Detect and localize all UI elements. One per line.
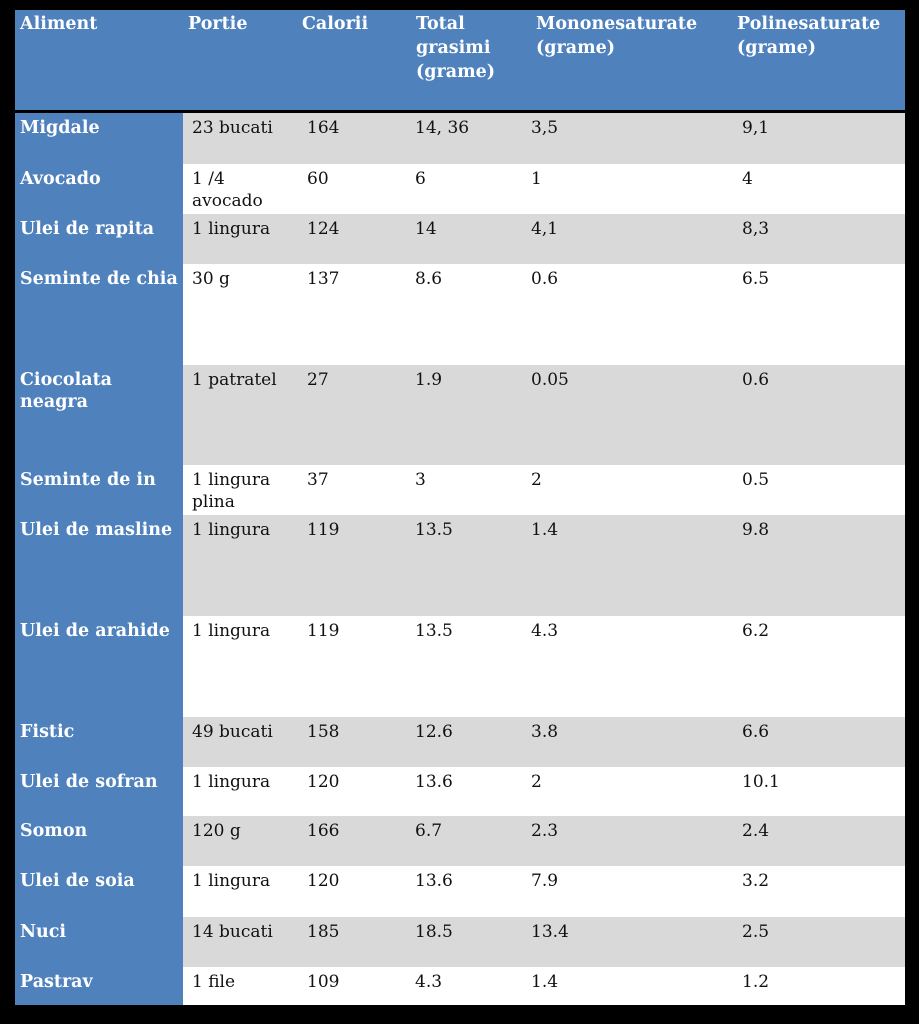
cell-total-grasimi: 6 xyxy=(411,164,531,214)
cell-portie: 1 lingura xyxy=(183,767,297,816)
table-row xyxy=(15,465,905,515)
table-row xyxy=(15,866,905,917)
cell-calorii: 137 xyxy=(297,264,411,365)
cell-polinesaturate: 2.5 xyxy=(732,917,905,967)
cell-polinesaturate: 0.5 xyxy=(732,465,905,515)
fats-table xyxy=(15,10,905,1005)
cell-calorii: 37 xyxy=(297,465,411,515)
cell-aliment: Somon xyxy=(15,816,183,866)
cell-aliment: Ulei de rapita xyxy=(15,214,183,264)
cell-total-grasimi: 18.5 xyxy=(411,917,531,967)
cell-aliment: Nuci xyxy=(15,917,183,967)
cell-mononesaturate: 0.6 xyxy=(531,264,732,365)
cell-polinesaturate: 8,3 xyxy=(732,214,905,264)
cell-mononesaturate: 4,1 xyxy=(531,214,732,264)
cell-aliment: Ciocolata neagra xyxy=(15,365,183,465)
cell-total-grasimi: 13.6 xyxy=(411,866,531,917)
header-row xyxy=(15,10,905,112)
cell-aliment: Ulei de masline xyxy=(15,515,183,616)
cell-portie: 1 patratel xyxy=(183,365,297,465)
cell-portie: 30 g xyxy=(183,264,297,365)
cell-mononesaturate: 1 xyxy=(531,164,732,214)
cell-total-grasimi: 14, 36 xyxy=(411,112,531,165)
table-row xyxy=(15,917,905,967)
cell-mononesaturate: 13.4 xyxy=(531,917,732,967)
table-row xyxy=(15,967,905,1005)
cell-aliment: Ulei de sofran xyxy=(15,767,183,816)
cell-mononesaturate: 1.4 xyxy=(531,515,732,616)
table-row xyxy=(15,264,905,365)
cell-total-grasimi: 13.5 xyxy=(411,515,531,616)
cell-total-grasimi: 13.6 xyxy=(411,767,531,816)
cell-total-grasimi: 14 xyxy=(411,214,531,264)
cell-aliment: Seminte de in xyxy=(15,465,183,515)
cell-aliment: Ulei de arahide xyxy=(15,616,183,717)
cell-portie: 1 /4 avocado xyxy=(183,164,297,214)
cell-mononesaturate: 0.05 xyxy=(531,365,732,465)
table-frame xyxy=(15,10,905,1012)
cell-portie: 1 lingura plina xyxy=(183,465,297,515)
cell-portie: 1 file xyxy=(183,967,297,1005)
table-row xyxy=(15,816,905,866)
cell-polinesaturate: 10.1 xyxy=(732,767,905,816)
cell-total-grasimi: 12.6 xyxy=(411,717,531,767)
cell-mononesaturate: 2 xyxy=(531,465,732,515)
cell-polinesaturate: 0.6 xyxy=(732,365,905,465)
cell-calorii: 185 xyxy=(297,917,411,967)
cell-calorii: 120 xyxy=(297,866,411,917)
header-total-grasimi: Total grasimi (grame) xyxy=(411,10,531,112)
cell-portie: 120 g xyxy=(183,816,297,866)
cell-calorii: 158 xyxy=(297,717,411,767)
header-portie: Portie xyxy=(183,10,297,112)
cell-aliment: Migdale xyxy=(15,112,183,165)
cell-portie: 1 lingura xyxy=(183,515,297,616)
header-aliment: Aliment xyxy=(15,10,183,112)
cell-polinesaturate: 1.2 xyxy=(732,967,905,1005)
cell-calorii: 124 xyxy=(297,214,411,264)
cell-calorii: 27 xyxy=(297,365,411,465)
cell-mononesaturate: 1.4 xyxy=(531,967,732,1005)
table-row xyxy=(15,767,905,816)
cell-calorii: 166 xyxy=(297,816,411,866)
cell-polinesaturate: 9.8 xyxy=(732,515,905,616)
cell-mononesaturate: 7.9 xyxy=(531,866,732,917)
table-row xyxy=(15,214,905,264)
cell-total-grasimi: 4.3 xyxy=(411,967,531,1005)
cell-calorii: 109 xyxy=(297,967,411,1005)
cell-calorii: 164 xyxy=(297,112,411,165)
cell-aliment: Fistic xyxy=(15,717,183,767)
cell-polinesaturate: 3.2 xyxy=(732,866,905,917)
cell-mononesaturate: 4.3 xyxy=(531,616,732,717)
cell-portie: 1 lingura xyxy=(183,866,297,917)
table-row xyxy=(15,164,905,214)
cell-portie: 49 bucati xyxy=(183,717,297,767)
cell-mononesaturate: 2 xyxy=(531,767,732,816)
cell-portie: 1 lingura xyxy=(183,214,297,264)
cell-total-grasimi: 1.9 xyxy=(411,365,531,465)
header-mononesaturate: Mononesaturate (grame) xyxy=(531,10,732,112)
cell-polinesaturate: 2.4 xyxy=(732,816,905,866)
header-calorii: Calorii xyxy=(297,10,411,112)
cell-total-grasimi: 8.6 xyxy=(411,264,531,365)
cell-calorii: 60 xyxy=(297,164,411,214)
table-row xyxy=(15,112,905,165)
cell-polinesaturate: 6.2 xyxy=(732,616,905,717)
cell-portie: 23 bucati xyxy=(183,112,297,165)
cell-portie: 14 bucati xyxy=(183,917,297,967)
cell-aliment: Avocado xyxy=(15,164,183,214)
table-row xyxy=(15,365,905,465)
header-polinesaturate: Polinesaturate (grame) xyxy=(732,10,905,112)
cell-aliment: Pastrav xyxy=(15,967,183,1005)
cell-total-grasimi: 3 xyxy=(411,465,531,515)
table-row xyxy=(15,515,905,616)
cell-total-grasimi: 13.5 xyxy=(411,616,531,717)
cell-portie: 1 lingura xyxy=(183,616,297,717)
cell-calorii: 120 xyxy=(297,767,411,816)
cell-polinesaturate: 9,1 xyxy=(732,112,905,165)
cell-polinesaturate: 4 xyxy=(732,164,905,214)
cell-total-grasimi: 6.7 xyxy=(411,816,531,866)
cell-aliment: Seminte de chia xyxy=(15,264,183,365)
cell-mononesaturate: 3.8 xyxy=(531,717,732,767)
table-row xyxy=(15,616,905,717)
cell-mononesaturate: 3,5 xyxy=(531,112,732,165)
cell-aliment: Ulei de soia xyxy=(15,866,183,917)
cell-polinesaturate: 6.6 xyxy=(732,717,905,767)
cell-calorii: 119 xyxy=(297,616,411,717)
table-row xyxy=(15,717,905,767)
cell-polinesaturate: 6.5 xyxy=(732,264,905,365)
cell-mononesaturate: 2.3 xyxy=(531,816,732,866)
cell-calorii: 119 xyxy=(297,515,411,616)
